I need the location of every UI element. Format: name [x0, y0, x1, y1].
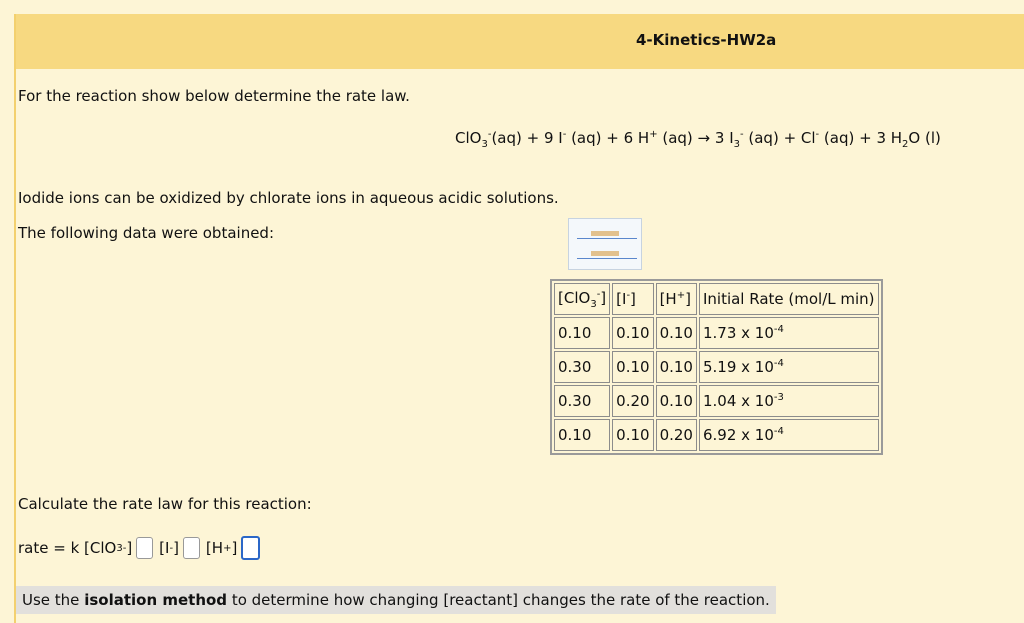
header-hydrogen: [H+] — [656, 283, 697, 315]
paragraph-oxidized: Iodide ions can be oxidized by chlorate ions in aqueous acidic solutions. — [18, 189, 559, 207]
iodide-order-input[interactable] — [183, 537, 200, 559]
rate-law-expression: rate = k [ClO 3 - ] [I - ] [H + ] — [18, 536, 266, 560]
cell-rate: 1.04 x $10^{-3}$ — [699, 385, 879, 417]
table-row — [554, 317, 879, 349]
cell-hydrogen: 0.10 — [656, 351, 697, 383]
header-bar — [16, 14, 1024, 69]
table-row — [554, 385, 879, 417]
cell-hydrogen: 0.20 — [656, 419, 697, 451]
kinetics-data-table — [550, 279, 883, 455]
cell-iodide: 0.10 — [612, 351, 653, 383]
hydrogen-order-input[interactable] — [241, 536, 260, 560]
cell-rate: 5.19 x $10^{-4}$ — [699, 351, 879, 383]
cell-hydrogen: 0.10 — [656, 317, 697, 349]
paragraph-data: The following data were obtained: — [18, 224, 275, 242]
table-row — [554, 351, 879, 383]
cell-clo3: 0.10 — [554, 419, 610, 451]
header-iodide: [I-] — [612, 283, 653, 315]
cell-rate: 6.92 x $10^{-4}$ — [699, 419, 879, 451]
cell-clo3: 0.10 — [554, 317, 610, 349]
cell-iodide: 0.10 — [612, 419, 653, 451]
data-thumbnail-image[interactable] — [568, 218, 642, 270]
cell-iodide: 0.20 — [612, 385, 653, 417]
page-title: 4-Kinetics-HW2a — [636, 31, 777, 49]
reaction-equation: ClO$_3$-(aq) + 9 I- (aq) + 6 H+ (aq) → 3 $I_3^-$ (aq) + Cl- (aq) + 3 $H_2O$ (l) — [455, 129, 941, 150]
header-initial-rate: Initial Rate (mol/L min) — [699, 283, 879, 315]
calculate-prompt: Calculate the rate law for this reaction: — [18, 495, 312, 513]
rate-law-lead: rate = k [ClO — [18, 539, 117, 557]
table-row — [554, 419, 879, 451]
cell-iodide: 0.10 — [612, 317, 653, 349]
cell-rate: 1.73 x $10^{-4}$ — [699, 317, 879, 349]
table-header-row — [554, 283, 879, 315]
clo3-order-input[interactable] — [136, 537, 153, 559]
cell-clo3: 0.30 — [554, 385, 610, 417]
hint-box: Use the isolation method to determine how changing [reactant] changes the rate of the reaction. — [16, 586, 776, 614]
left-border — [14, 14, 16, 623]
cell-hydrogen: 0.10 — [656, 385, 697, 417]
cell-clo3: 0.30 — [554, 351, 610, 383]
header-clo3: [ClO$_3$-] — [554, 283, 610, 315]
intro-text: For the reaction show below determine the rate law. — [18, 87, 410, 105]
